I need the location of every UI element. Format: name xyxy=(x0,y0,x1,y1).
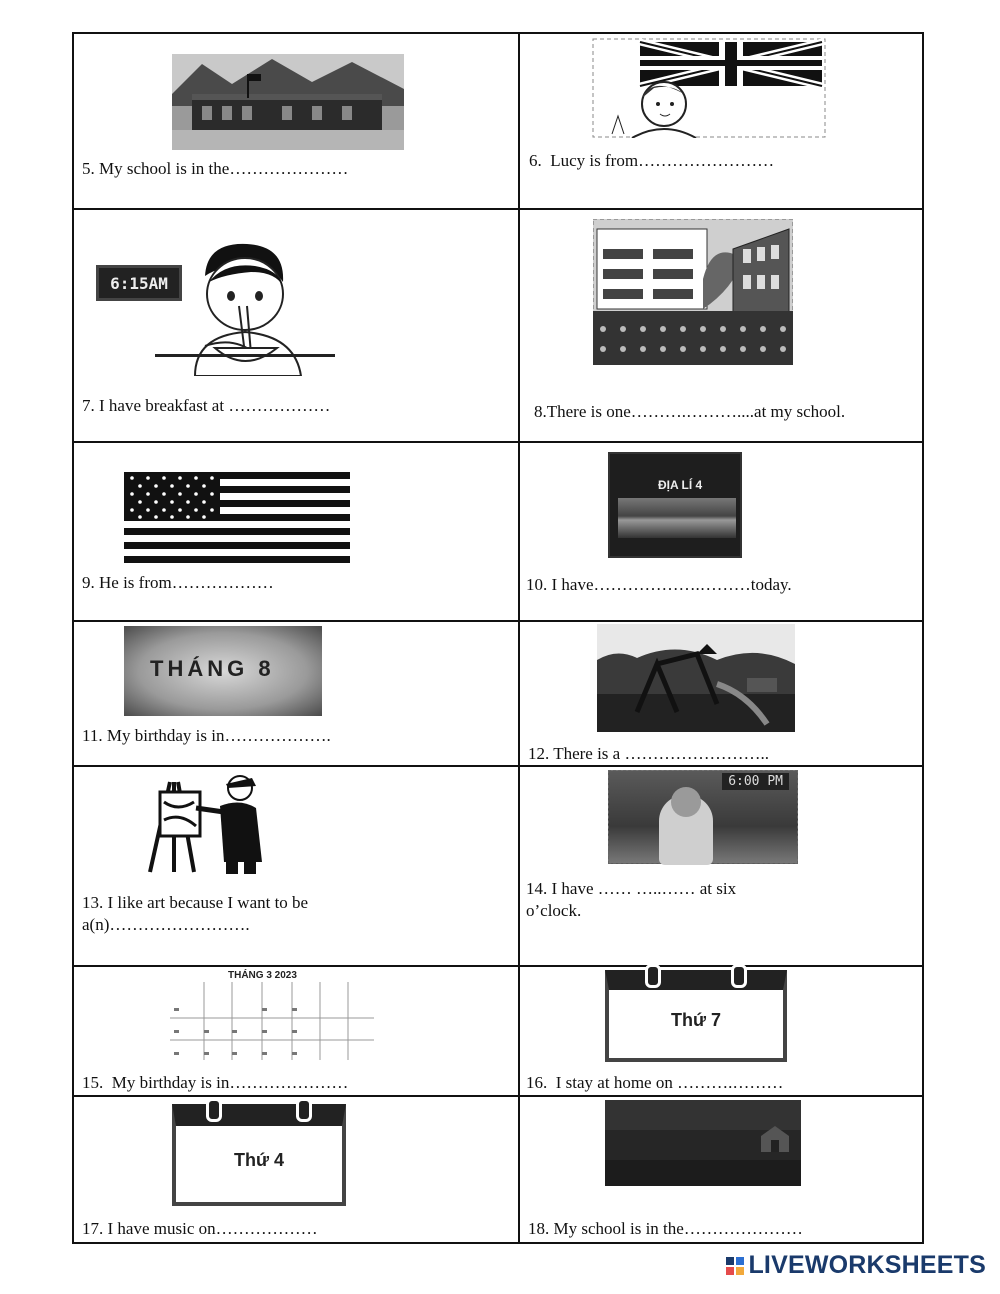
question-16: 16. I stay at home on ……….……… xyxy=(526,1073,784,1092)
liveworksheets-logo xyxy=(726,1251,986,1280)
book-cover-landscape xyxy=(618,498,736,538)
question-14: 14. I have …… …..…… at six o’clock. xyxy=(526,879,737,920)
question-11: 11. My birthday is in………………. xyxy=(82,726,331,745)
question-7: 7. I have breakfast at ……………… xyxy=(82,396,331,415)
usa-flag-picture xyxy=(124,472,350,564)
brand-name: LIVEWORKSHEETS xyxy=(748,1251,986,1279)
ring-icon xyxy=(206,1098,222,1122)
painter-picture xyxy=(148,772,270,874)
question-18: 18. My school is in the………………… xyxy=(528,1219,803,1238)
clock-time: 6:15AM xyxy=(110,273,168,293)
question-13: 13. I like art because I want to be a(n)……………………. xyxy=(82,893,309,934)
row-divider xyxy=(72,765,924,767)
ring-icon xyxy=(645,964,661,988)
calendar-wednesday-picture xyxy=(172,1104,346,1206)
question-17: 17. I have music on……………… xyxy=(82,1219,318,1238)
question-8: 8.There is one……….………....at my school. xyxy=(534,402,846,421)
month-august-picture xyxy=(124,626,322,716)
day-label: Thứ 4 xyxy=(233,1150,285,1170)
question-10: 10. I have……………….………today. xyxy=(526,575,792,594)
calendar-title: THÁNG 3 2023 xyxy=(228,970,297,981)
row-divider xyxy=(72,620,924,622)
row-divider xyxy=(72,441,924,443)
geography-book-picture xyxy=(608,452,742,558)
column-divider xyxy=(518,32,520,1244)
calendar-march-picture xyxy=(170,970,374,1062)
question-5: 5. My school is in the………………… xyxy=(82,159,349,178)
month-label: THÁNG 8 xyxy=(150,656,275,681)
row-divider xyxy=(72,965,924,967)
uk-flag-girl-picture xyxy=(592,38,826,138)
calendar-grid xyxy=(170,982,374,1062)
village-school-picture xyxy=(172,54,404,150)
question-15: 15. My birthday is in………………… xyxy=(82,1073,349,1092)
ring-icon xyxy=(731,964,747,988)
question-12: 12. There is a …………………….. xyxy=(528,744,769,763)
ring-icon xyxy=(296,1098,312,1122)
boy-eating-dinner-picture xyxy=(608,770,798,864)
boy-head xyxy=(671,787,701,817)
school-building-picture xyxy=(593,219,793,365)
book-title: ĐỊA LÍ 4 xyxy=(658,478,703,492)
playground-picture xyxy=(597,624,795,732)
town-school-picture xyxy=(605,1100,801,1186)
boy-eating-breakfast-picture xyxy=(155,236,335,376)
question-6: 6. Lucy is from…………………… xyxy=(529,151,775,170)
row-divider xyxy=(72,1095,924,1097)
brand-grid-icon xyxy=(726,1257,744,1275)
question-9: 9. He is from……………… xyxy=(82,573,274,592)
dinner-clock: 6:00 PM xyxy=(722,773,789,790)
day-label: Thứ 7 xyxy=(670,1010,722,1030)
row-divider xyxy=(72,208,924,210)
calendar-saturday-picture xyxy=(605,970,787,1062)
